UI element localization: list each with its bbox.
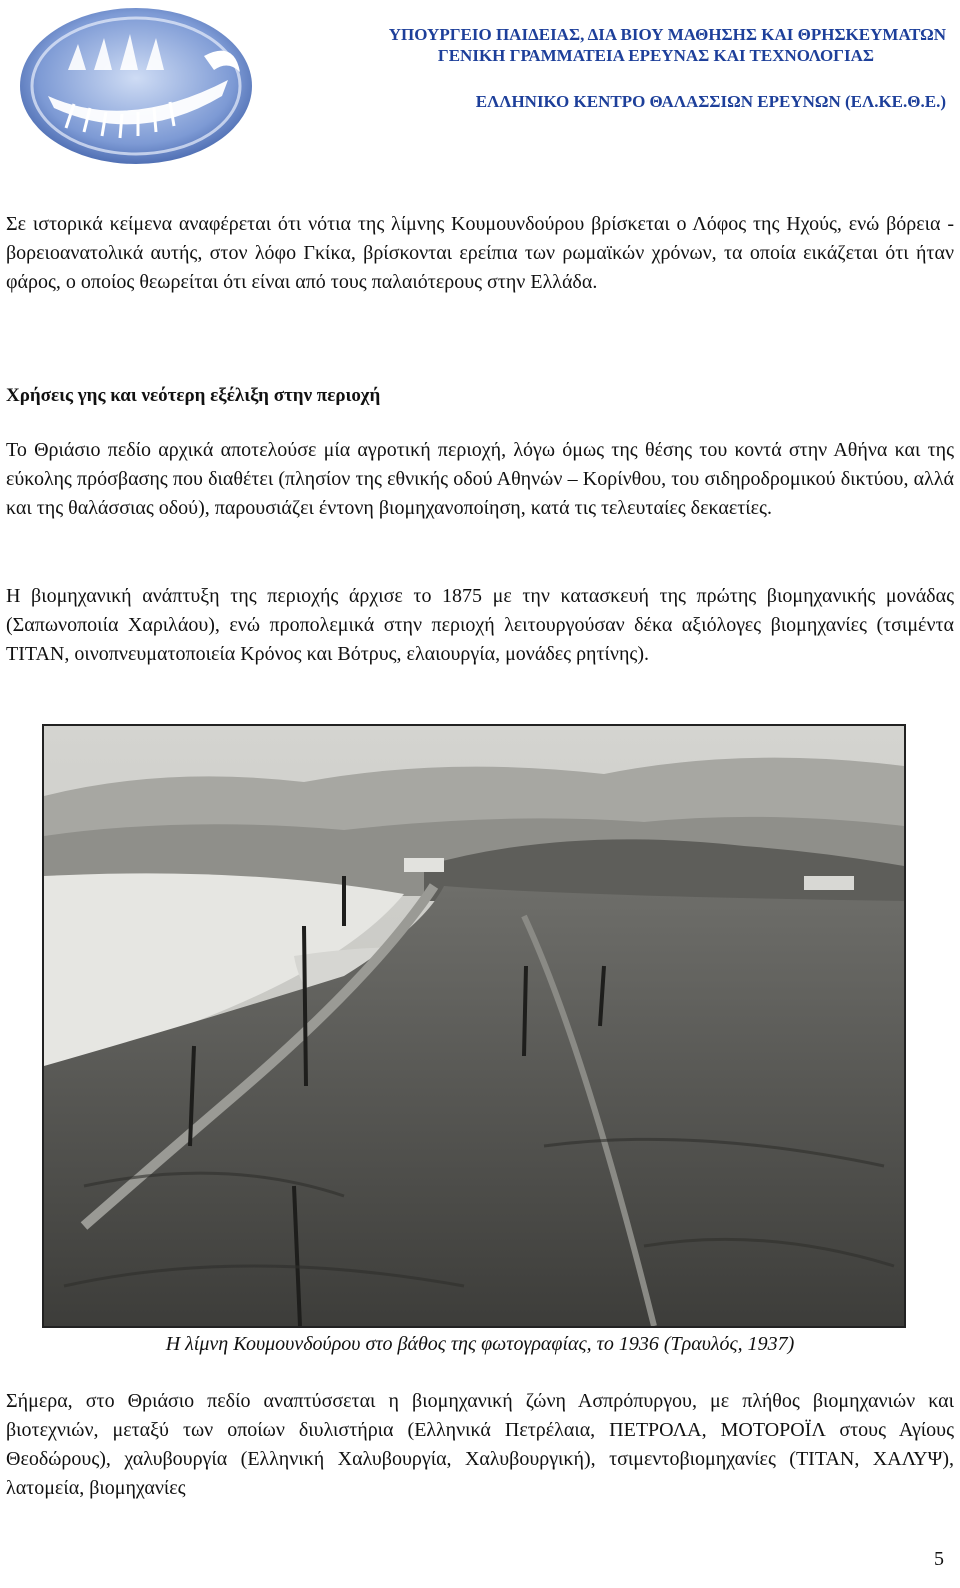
historic-photo [42, 724, 906, 1328]
paragraph-land-use: Το Θριάσιο πεδίο αρχικά αποτελούσε μία αγροτική περιοχή, λόγω όμως της θέσης του κοντά στην Αθήνα και της εύκολης πρόσβασης που διαθέτει (πλησίον της εθνικής οδού Αθηνών – Κορίνθου, του σιδηροδρομικού δικτύου, αλλά και της θαλάσσιας οδού), παρουσιάζει έντονη βιομηχανοποίηση, κατά τις τελευταίες δεκαετίες. [6, 439, 954, 519]
paragraph-industrial-history: Η βιομηχανική ανάπτυξη της περιοχής άρχισε το 1875 με την κατασκευή της πρώτης βιομηχανικής μονάδας (Σαπωνοποιία Χαριλάου), ενώ προπολεμικά στην περιοχή λειτουργούσαν δέκα αξιόλογες βιομηχανίες (τσιμέντα ΤΙΤΑΝ, οινοπνευματοποιεία Κρόνος και Βότρυς, ελαιουργία, μονάδες ρητίνης). [6, 585, 954, 665]
paragraph-history: Σε ιστορικά κείμενα αναφέρεται ότι νότια της λίμνης Κουμουνδούρου βρίσκεται ο Λόφος της Ηχούς, ενώ βόρεια - βορειοανατολικά αυτής, στον λόφο Γκίκα, βρίσκονται ερείπια των ρωμαϊκών χρόνων, τα οποία εικάζεται ότι ήταν φάρος, ο οποίος θεωρείται ότι είναι από τους παλαιότερους στην Ελλάδα. [6, 213, 954, 293]
paragraph-current-industry: Σήμερα, στο Θριάσιο πεδίο αναπτύσσεται η βιομηχανική ζώνη Ασπρόπυργου, με πλήθος βιομηχανιών και βιοτεχνιών, μεταξύ των οποίων διυλιστήρια (Ελληνικά Πετρέλαια, ΠΕΤΡΟΛΑ, ΜΟΤΟΡΟΪΛ στους Αγίους Θεοδώρους), χαλυβουργία (Ελληνική Χαλυβουργία, Χαλυβουργική), τσιμεντοβιομηχανίες (ΤΙΤΑΝ, ΧΑΛΥΨ), λατομεία, βιομηχανίες [6, 1390, 954, 1499]
secretariat-header: ΓΕΝΙΚΗ ΓΡΑΜΜΑΤΕΙΑ ΕΡΕΥΝΑΣ ΚΑΙ ΤΕΧΝΟΛΟΓΙΑΣ [437, 46, 874, 65]
section-heading: Χρήσεις γης και νεότερη εξέλιξη στην περιοχή [6, 385, 381, 406]
photo-caption: Η λίμνη Κουμουνδούρου στο βάθος της φωτογραφίας, το 1936 (Τραυλός, 1937) [165, 1333, 795, 1355]
ministry-header: ΥΠΟΥΡΓΕΙΟ ΠΑΙΔΕΙΑΣ, ΔΙΑ ΒΙΟΥ ΜΑΘΗΣΗΣ ΚΑΙ ΘΡΗΣΚΕΥΜΑΤΩΝ [388, 25, 946, 44]
institute-header: ΕΛΛΗΝΙΚΟ ΚΕΝΤΡΟ ΘΑΛΑΣΣΙΩΝ ΕΡΕΥΝΩΝ (ΕΛ.ΚΕ.Θ.Ε.) [475, 92, 946, 111]
lake-photo-image [44, 726, 904, 1326]
page-number: 5 [934, 1548, 944, 1570]
